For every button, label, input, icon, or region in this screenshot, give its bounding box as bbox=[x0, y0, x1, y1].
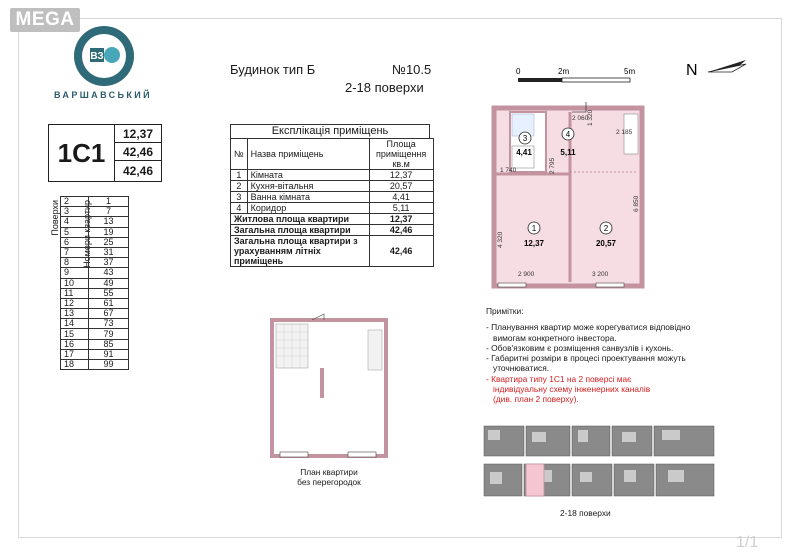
floor-number: 8 bbox=[61, 258, 89, 268]
floor-number: 2 bbox=[61, 197, 89, 207]
notes-title: Примітки: bbox=[486, 306, 524, 316]
scale-mid: 2m bbox=[558, 67, 570, 76]
scale-zero: 0 bbox=[516, 67, 521, 76]
svg-text:5,11: 5,11 bbox=[560, 148, 576, 157]
apartment-number: 85 bbox=[89, 339, 129, 349]
floor-row bbox=[61, 298, 129, 308]
svg-text:1: 1 bbox=[531, 224, 537, 233]
floor-number: 13 bbox=[61, 309, 89, 319]
apartment-number: 55 bbox=[89, 288, 129, 298]
dim-2900: 2 900 bbox=[518, 271, 535, 278]
floors-label: Поверхи bbox=[50, 200, 60, 236]
unit-total-area: 42,46 bbox=[115, 143, 161, 161]
dim-2060: 2 060 bbox=[572, 115, 589, 122]
note-line: - Габаритні розміри в процесі проектування можуть bbox=[486, 353, 686, 364]
table-row: 1 Кімната 12,37 bbox=[231, 170, 434, 181]
explication-table bbox=[230, 138, 434, 267]
floor-row bbox=[61, 197, 129, 207]
col-header-area: Площа приміщення кв.м bbox=[369, 139, 433, 170]
floor-row bbox=[61, 217, 129, 227]
floor-number: 16 bbox=[61, 339, 89, 349]
apartment-number: 91 bbox=[89, 349, 129, 359]
floor-row bbox=[61, 339, 129, 349]
floor-row bbox=[61, 227, 129, 237]
svg-text:20,57: 20,57 bbox=[595, 239, 617, 248]
col-header-no: № bbox=[231, 139, 248, 170]
apartment-number: 79 bbox=[89, 329, 129, 339]
logo-letter-v: ВЗ bbox=[90, 51, 104, 62]
open-plan-caption: План квартири без перегородок bbox=[297, 467, 361, 487]
svg-text:12,37: 12,37 bbox=[523, 239, 545, 248]
svg-text:N: N bbox=[686, 62, 698, 79]
key-plan-caption: 2-18 поверхи bbox=[560, 508, 611, 518]
dim-2795: 2 795 bbox=[549, 157, 556, 174]
page-number: 1/1 bbox=[736, 534, 759, 551]
floor-number: 11 bbox=[61, 288, 89, 298]
floor-row bbox=[61, 288, 129, 298]
table-row: 4 Коридор 5,11 bbox=[231, 203, 434, 214]
apartment-numbers-label: Номери квартир bbox=[82, 200, 92, 268]
apartment-number: 25 bbox=[89, 237, 129, 247]
apartment-number: 1 bbox=[89, 197, 129, 207]
apartment-number: 7 bbox=[89, 207, 129, 217]
notes-block bbox=[486, 306, 756, 405]
apartment-number: 61 bbox=[89, 298, 129, 308]
svg-text:2: 2 bbox=[603, 224, 609, 233]
floor-row bbox=[61, 309, 129, 319]
floor-number: 6 bbox=[61, 237, 89, 247]
house-type-title: Будинок тип Б bbox=[230, 62, 316, 77]
floor-number: 3 bbox=[61, 207, 89, 217]
apartment-number: 99 bbox=[89, 360, 129, 370]
svg-text:3: 3 bbox=[522, 134, 528, 143]
apartment-number: 43 bbox=[89, 268, 129, 278]
apartment-number: 73 bbox=[89, 319, 129, 329]
floor-number: 4 bbox=[61, 217, 89, 227]
note-line: уточнюватися. bbox=[493, 363, 550, 374]
floor-row bbox=[61, 349, 129, 359]
col-header-name: Назва приміщень bbox=[247, 139, 369, 170]
floor-row bbox=[61, 207, 129, 217]
total-row: Загальна площа квартири 42,46 bbox=[231, 225, 434, 236]
scale-bar bbox=[516, 67, 635, 82]
floor-number: 18 bbox=[61, 360, 89, 370]
svg-text:4,41: 4,41 bbox=[516, 148, 532, 157]
apartment-number: 31 bbox=[89, 247, 129, 257]
floor-row bbox=[61, 247, 129, 257]
dim-2185: 2 185 bbox=[616, 129, 633, 136]
dim-4320: 4 320 bbox=[497, 231, 504, 248]
apartment-number: 67 bbox=[89, 309, 129, 319]
logo-name: ВАРШАВСЬКИЙ bbox=[53, 90, 153, 100]
dim-6850: 6 850 bbox=[633, 195, 640, 212]
floor-number: 15 bbox=[61, 329, 89, 339]
apartment-number: 13 bbox=[89, 217, 129, 227]
floor-row bbox=[61, 268, 129, 278]
apartment-floor-plan bbox=[488, 62, 648, 302]
note-red-line: - Квартира типу 1С1 на 2 поверсі має bbox=[486, 373, 632, 384]
floor-number: 10 bbox=[61, 278, 89, 288]
floor-number: 5 bbox=[61, 227, 89, 237]
unit-code: 1С1 bbox=[49, 125, 115, 181]
floor-number: 9 bbox=[61, 268, 89, 278]
floor-row bbox=[61, 329, 129, 339]
note-line: - Планування квартир може корегуватися відповідно bbox=[486, 322, 691, 333]
apartment-number: 37 bbox=[89, 258, 129, 268]
section-number: №10.5 bbox=[392, 62, 432, 77]
residential-complex-logo bbox=[52, 18, 156, 100]
unit-living-area: 12,37 bbox=[115, 125, 161, 143]
floor-number: 7 bbox=[61, 247, 89, 257]
floor-apartment-table bbox=[60, 196, 129, 370]
open-plan-drawing bbox=[268, 312, 390, 462]
floor-row bbox=[61, 258, 129, 268]
floor-row bbox=[61, 360, 129, 370]
svg-text:4: 4 bbox=[565, 130, 571, 139]
dim-1320: 1 320 bbox=[587, 109, 594, 126]
floors-range: 2-18 поверхи bbox=[345, 80, 424, 95]
scale-end: 5m bbox=[624, 67, 636, 76]
table-row: 3 Ванна кімната 4,41 bbox=[231, 192, 434, 203]
floor-row bbox=[61, 319, 129, 329]
note-line: вимогам конкретного інвестора. bbox=[493, 332, 617, 343]
total-row: Житлова площа квартири 12,37 bbox=[231, 214, 434, 225]
dim-3200: 3 200 bbox=[592, 271, 609, 278]
watermark-logo: MEGA bbox=[10, 8, 80, 32]
floor-row bbox=[61, 237, 129, 247]
total-row: Загальна площа квартири з урахуванням літніх приміщень 42,46 bbox=[231, 236, 434, 267]
note-red-line: (див. план 2 поверху). bbox=[493, 394, 579, 405]
floor-row bbox=[61, 278, 129, 288]
floor-number: 17 bbox=[61, 349, 89, 359]
floor-number: 14 bbox=[61, 319, 89, 329]
unit-total-area-summer: 42,46 bbox=[122, 164, 154, 178]
dim-1740: 1 740 bbox=[500, 167, 517, 174]
apartment-number: 19 bbox=[89, 227, 129, 237]
apartment-number: 49 bbox=[89, 278, 129, 288]
north-arrow-icon bbox=[686, 58, 750, 80]
note-red-line: індивідуальну схему інженерних каналів bbox=[493, 384, 651, 395]
explication-title: Експлікація приміщень bbox=[230, 124, 430, 138]
floor-number: 12 bbox=[61, 298, 89, 308]
unit-summary-box bbox=[48, 124, 162, 182]
building-key-plan bbox=[482, 420, 718, 504]
note-line: - Обов'язковим є розміщення санвузлів і кухонь. bbox=[486, 342, 674, 353]
table-row: 2 Кухня-вітальня 20,57 bbox=[231, 181, 434, 192]
